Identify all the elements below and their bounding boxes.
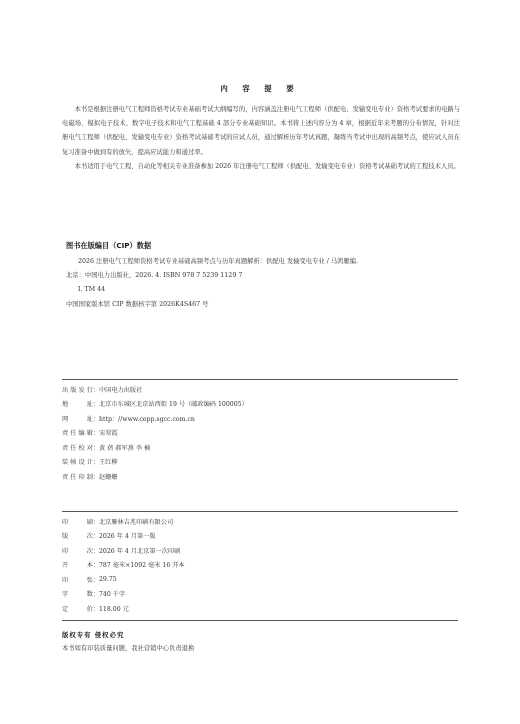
colon: ：: [93, 459, 100, 467]
colon: ：: [93, 547, 100, 555]
printing-value: 787 毫米×1092 毫米 16 开本: [99, 562, 185, 570]
colon: ：: [93, 605, 100, 613]
divider: [62, 379, 458, 380]
printing-label: 印次: [62, 547, 93, 555]
printing-value: 118.00 元: [99, 605, 129, 613]
publisher-row: [62, 382, 458, 397]
publisher-value: 宋翠霞: [99, 430, 118, 438]
printing-row: [62, 572, 458, 587]
printing-label: 定价: [62, 605, 93, 613]
cip-block: [66, 255, 446, 312]
colon: ：: [93, 562, 100, 570]
colon: ：: [93, 533, 100, 541]
copyright-title: 版权专有 侵权必究: [62, 631, 125, 639]
cip-title: 图书在版编目（CIP）数据: [66, 241, 152, 250]
cip-line: 2026 注册电气工程师资格考试专业基础高频考点与历年真题解析：供配电 发输变电专业 / 马鸿雁编.: [78, 258, 359, 265]
printing-label: 字数: [62, 591, 93, 599]
printing-row: [62, 529, 458, 544]
publisher-label: 责任印制: [62, 473, 93, 481]
colon: ：: [93, 430, 100, 438]
printing-row: [62, 601, 458, 616]
printing-row: [62, 558, 458, 573]
printing-row: [62, 543, 458, 558]
cip-line: 中国国家版本馆 CIP 数据核字第 2026K4S467 号: [66, 300, 209, 308]
colon: ：: [93, 591, 100, 599]
publisher-info: [62, 382, 458, 484]
printing-label: 版次: [62, 533, 93, 541]
publisher-row: [62, 426, 458, 441]
printing-value: 2026 年 4 月第一版: [99, 533, 156, 541]
printing-value: 740 千字: [99, 591, 126, 599]
publisher-label: 装帧设计: [62, 459, 93, 467]
cip-line: 北京：中国电力出版社，2026. 4. ISBN 978 7 5239 1129 7: [66, 272, 243, 280]
printing-value: 29.75: [99, 575, 117, 583]
printing-label: 开本: [62, 562, 93, 570]
publisher-label: 网址: [62, 415, 93, 423]
publisher-row: [62, 469, 458, 484]
publisher-label: 责任编辑: [62, 430, 93, 438]
summary-paragraph-2: 本书适用于电气工程、自动化等相关专业准备参加 2026 年注册电气工程师（供配电、发输变电专业）资格考试基础考试的工程技术人员。: [74, 162, 460, 170]
printing-row: [62, 514, 458, 529]
publisher-row: [62, 411, 458, 426]
colon: ：: [93, 576, 100, 584]
summary-title: 内 容 提 要: [220, 84, 300, 93]
copyright-note: 本书如有印装质量问题，我社营销中心负责退换: [62, 645, 195, 652]
printing-label: 印张: [62, 576, 93, 584]
colon: ：: [93, 401, 100, 409]
publisher-label: 出版发行: [62, 386, 93, 394]
publisher-value: 黄 蓓 郝军燕 李 楠: [99, 444, 151, 452]
publisher-row: [62, 455, 458, 470]
publisher-value: 王红柳: [99, 459, 118, 467]
colon: ：: [93, 386, 100, 394]
colon: ：: [93, 444, 100, 452]
colon: ：: [93, 518, 100, 526]
publisher-row: [62, 397, 458, 412]
printing-value: 2026 年 4 月北京第一次印刷: [99, 547, 181, 555]
summary-text: [62, 103, 460, 174]
divider: [62, 511, 458, 512]
colon: ：: [93, 415, 100, 423]
publisher-value: http：//www.cepp.sgcc.com.cn: [99, 415, 195, 423]
summary-paragraph-1: 本书是根据注册电气工程师资格考试专业基础考试大纲编写的，内容涵盖注册电气工程师（供配电、发输变电专业）资格考试要求的电路与电磁场、模拟电子技术、数字电子技术和电气工程基础 4 部分专业基础知识。本书将上述内容分为 4 章，根据近年来考题的分布情况，针对注册电气工程师（供配电、发输变电专业）资格考试基础考试的应试人员，通过解析历年考试真题，凝练当考试中出现的高频考点，使应试人员在复习准备中做到有的放矢，提高应试能力和通过率。: [62, 106, 460, 156]
publisher-value: 北京市东城区北京站西街 19 号（邮政编码 100005）: [99, 401, 248, 409]
publisher-label: 地址: [62, 401, 93, 409]
printing-info: [62, 514, 458, 616]
printing-row: [62, 587, 458, 602]
publisher-value: 中国电力出版社: [99, 386, 143, 394]
publisher-row: [62, 440, 458, 455]
publisher-value: 赵姗姗: [99, 473, 118, 481]
printing-label: 印刷: [62, 518, 93, 526]
printing-value: 北京雁林吉兆印刷有限公司: [99, 518, 174, 526]
divider: [62, 620, 458, 621]
publisher-label: 责任校对: [62, 444, 93, 452]
colon: ：: [93, 473, 100, 481]
cip-line: Ⅰ. TM 44: [78, 286, 106, 294]
